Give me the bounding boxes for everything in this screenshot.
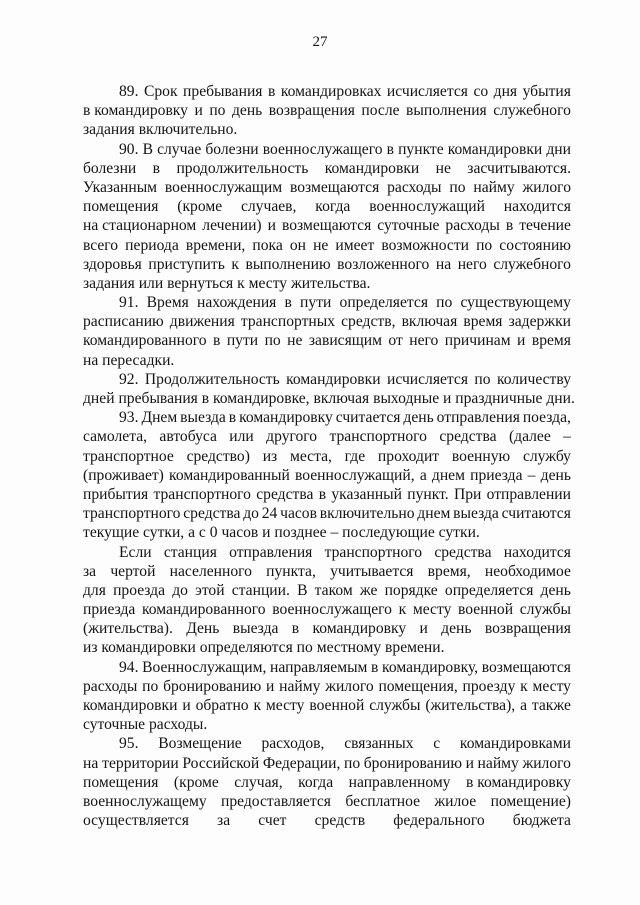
text-line xyxy=(83,696,571,715)
text-word: населенного xyxy=(169,562,252,580)
text-word: случаев, xyxy=(240,198,297,216)
text-word: отправлении xyxy=(486,485,571,503)
text-word: существующему xyxy=(460,294,571,312)
text-line xyxy=(83,619,571,638)
text-word: военнослужащим xyxy=(164,178,283,196)
text-word: выезда xyxy=(232,620,279,638)
text-word: места, xyxy=(289,447,332,465)
text-word: возвращения xyxy=(268,102,355,120)
text-word: день xyxy=(540,581,571,599)
text-word: задания или вернуться к месту жительства. xyxy=(83,274,371,292)
text-word: за xyxy=(217,812,231,830)
text-word: по xyxy=(264,332,281,350)
text-word: средства xyxy=(183,505,241,523)
text-line xyxy=(83,523,571,542)
text-word: а xyxy=(419,466,427,484)
text-word: днем xyxy=(431,466,465,484)
text-word: средство) xyxy=(186,447,250,465)
text-word: бронированию xyxy=(163,677,262,695)
text-word: дни xyxy=(546,140,571,158)
text-word: Время xyxy=(146,294,189,312)
text-word: не xyxy=(435,159,451,177)
text-word: к xyxy=(520,677,528,695)
text-word: определяется xyxy=(339,294,428,312)
text-word: командированного xyxy=(142,601,266,619)
text-word: пребывания xyxy=(183,83,263,100)
text-word: расходов, xyxy=(261,735,325,753)
text-word: учитывается xyxy=(330,562,414,580)
text-word: пункта, xyxy=(266,562,316,580)
text-word: 94. xyxy=(119,658,139,676)
text-line xyxy=(83,293,571,312)
text-word: жилого xyxy=(522,754,571,772)
text-word: него xyxy=(457,255,487,273)
text-word: военнослужащего xyxy=(272,601,392,619)
text-word: командировках xyxy=(280,83,382,100)
text-word: задания включительно. xyxy=(83,121,238,139)
text-word: бесплатное xyxy=(345,792,421,810)
text-word: Продолжительность xyxy=(144,370,280,388)
text-word: время xyxy=(531,332,571,350)
text-word: проходит xyxy=(377,447,440,465)
text-line xyxy=(83,466,571,485)
text-word: всего xyxy=(83,236,119,254)
text-word: на стационарном xyxy=(83,217,197,235)
text-word: командированного xyxy=(83,332,207,350)
text-word: найму xyxy=(473,178,515,196)
text-word: расписанию xyxy=(83,313,164,331)
text-word: военной xyxy=(458,601,514,619)
text-word: (кроме xyxy=(173,773,219,791)
text-word: случае xyxy=(157,140,202,158)
text-word: транспортного xyxy=(329,428,427,446)
text-word: командированный xyxy=(169,466,290,484)
text-word: В xyxy=(297,581,308,599)
text-word: дня xyxy=(493,83,518,100)
text-line xyxy=(83,178,571,197)
text-word: лечении) xyxy=(202,217,262,235)
text-word: таком xyxy=(314,581,353,599)
text-line xyxy=(83,447,571,466)
text-word: бронированию xyxy=(363,754,462,772)
text-word: помещения, xyxy=(378,677,458,695)
text-line xyxy=(83,504,571,523)
text-word: командировку, xyxy=(382,658,479,676)
text-word: расходы xyxy=(445,217,500,235)
text-word: (проживает) xyxy=(83,466,164,484)
text-word: в xyxy=(228,409,237,427)
text-word: со xyxy=(473,83,489,100)
text-word: к xyxy=(253,697,262,714)
text-word: предоставляется xyxy=(221,792,331,810)
text-word: к xyxy=(231,255,239,273)
text-word: включая xyxy=(401,313,458,331)
text-word: службу xyxy=(522,447,571,465)
text-word: станции. xyxy=(231,581,290,599)
text-word: по xyxy=(449,178,466,196)
text-word: после xyxy=(361,102,400,120)
text-word: приезда xyxy=(470,466,523,484)
text-word: к xyxy=(398,601,407,619)
text-word: (кроме xyxy=(177,198,223,216)
text-word: исчисляется xyxy=(386,83,468,100)
text-word: текущие сутки, а с 0 часов и позднее – последующие сутки. xyxy=(83,524,480,542)
text-line xyxy=(83,101,571,120)
text-word: продолжительность xyxy=(176,159,309,177)
text-line xyxy=(83,754,571,773)
text-word: проезда xyxy=(113,581,166,599)
text-line xyxy=(83,677,571,696)
text-word: пока xyxy=(252,236,283,254)
text-word: возмещаются xyxy=(290,178,380,196)
text-word: средства xyxy=(434,543,492,561)
text-word: он xyxy=(289,236,307,254)
text-word: день xyxy=(441,620,472,638)
text-word: командировки xyxy=(447,140,543,158)
text-word: командировки xyxy=(83,697,178,714)
text-word: зависящим xyxy=(308,332,382,350)
text-word: в xyxy=(371,658,379,676)
text-word: до xyxy=(243,505,259,523)
text-word: него xyxy=(409,332,439,350)
text-word: исчисляется xyxy=(386,370,469,388)
text-word: – xyxy=(527,466,536,484)
text-word: за xyxy=(83,562,97,580)
text-word: до xyxy=(172,581,188,599)
text-word: связанных xyxy=(344,735,414,753)
text-line xyxy=(83,120,571,139)
text-word: помещение) xyxy=(490,792,571,810)
text-word: задержки xyxy=(508,313,571,331)
text-word: расходы xyxy=(387,178,442,196)
text-word: транспортное xyxy=(83,447,174,465)
text-line xyxy=(83,543,571,562)
text-word: 92. xyxy=(119,370,139,388)
text-line xyxy=(83,427,571,446)
text-word: засчитываются. xyxy=(467,159,571,177)
text-word: где xyxy=(344,447,366,465)
text-word: приезда xyxy=(83,601,136,619)
text-word: движения xyxy=(169,313,235,331)
text-word: по xyxy=(476,236,493,254)
text-word: по xyxy=(142,677,159,695)
text-word: (жительства). xyxy=(83,620,173,638)
text-word: станция xyxy=(163,543,217,561)
text-word: на территории xyxy=(83,754,179,772)
text-word: военнослужащий xyxy=(369,198,485,216)
text-word: помещения xyxy=(83,198,159,216)
text-word: 91. xyxy=(119,294,139,312)
text-word: помещения xyxy=(83,773,159,791)
text-word: транспортного xyxy=(324,543,423,561)
text-word: При xyxy=(453,485,482,503)
text-word: Днем xyxy=(141,409,178,427)
text-word: пункте xyxy=(398,140,444,158)
text-word: количеству xyxy=(496,370,571,388)
text-word: же xyxy=(359,581,378,599)
text-word: причинам xyxy=(444,332,511,350)
text-word: службы xyxy=(519,601,571,619)
text-word: убытия xyxy=(522,83,571,100)
text-word: 89. xyxy=(119,83,139,100)
text-line xyxy=(83,159,571,178)
text-word: средства xyxy=(256,485,314,503)
text-word: день xyxy=(403,409,434,427)
text-word: – xyxy=(563,428,571,446)
text-word: командировками xyxy=(459,735,571,753)
text-word: времени, xyxy=(185,236,246,254)
text-line xyxy=(83,312,571,331)
text-word: выезда xyxy=(453,505,499,523)
text-word: выезда xyxy=(180,409,226,427)
text-word: по xyxy=(343,754,361,772)
text-word: определяется xyxy=(444,581,534,599)
text-word: в xyxy=(505,217,514,235)
text-word: необходимое xyxy=(484,562,571,580)
text-word: чертой xyxy=(110,562,156,580)
page-number: 27 xyxy=(312,34,328,50)
text-word: 24 xyxy=(261,505,278,523)
text-word: направляемым xyxy=(270,658,368,676)
text-word: для xyxy=(83,581,106,599)
text-word: пути xyxy=(300,294,332,312)
text-word: счет xyxy=(258,812,287,830)
text-line xyxy=(83,236,571,255)
text-word: Возмещение xyxy=(158,735,242,753)
text-word: средства xyxy=(439,428,497,446)
text-word: когда xyxy=(298,773,334,791)
text-word: течение xyxy=(519,217,571,235)
text-line xyxy=(83,389,575,408)
text-word: выполнению xyxy=(245,255,331,273)
text-word: Срок xyxy=(143,83,178,100)
text-word: в xyxy=(284,294,292,312)
text-word: месту xyxy=(532,677,571,695)
text-word: с xyxy=(433,735,441,753)
text-line xyxy=(83,255,571,274)
text-word: командировки xyxy=(324,159,420,177)
text-word: в xyxy=(318,485,327,503)
text-word: возложенного xyxy=(337,255,430,273)
text-word: командировку xyxy=(312,620,407,638)
text-word: порядке xyxy=(384,581,438,599)
text-word: месту xyxy=(265,697,305,714)
text-word: по xyxy=(474,370,491,388)
text-line xyxy=(83,581,571,600)
text-word: военнослужащего xyxy=(262,140,383,158)
text-word: направленному xyxy=(348,773,451,791)
text-word: пути xyxy=(226,332,259,350)
text-word: транспортных xyxy=(240,313,336,331)
text-word: военнослужащему xyxy=(83,792,207,810)
text-word: в xyxy=(386,140,394,158)
text-word: по xyxy=(209,102,226,120)
text-word: здоровья xyxy=(83,255,142,273)
text-line xyxy=(83,408,571,427)
text-word: на xyxy=(435,255,452,273)
text-word: периода xyxy=(125,236,179,254)
text-word: жилое xyxy=(434,792,477,810)
text-word: в xyxy=(267,83,276,100)
text-word: также xyxy=(531,697,571,714)
text-word: возмещаются xyxy=(282,217,372,235)
text-line xyxy=(83,811,571,830)
text-word: на пересадки. xyxy=(83,351,175,369)
text-word: командировки xyxy=(286,370,381,388)
text-word: приступить xyxy=(148,255,225,273)
text-line xyxy=(83,638,571,657)
text-word: транспортного xyxy=(153,485,251,503)
text-line xyxy=(83,351,571,370)
text-word: от xyxy=(388,332,403,350)
text-word: не xyxy=(287,332,303,350)
text-line xyxy=(83,658,571,677)
text-word: 95. xyxy=(119,735,139,753)
text-word: федерального xyxy=(393,812,485,830)
text-word: болезни xyxy=(205,140,259,158)
text-word: жилого xyxy=(325,677,374,695)
text-line xyxy=(83,370,571,389)
text-word: время, xyxy=(427,562,471,580)
text-word: Указанным xyxy=(83,178,158,196)
text-word: возвращения xyxy=(484,620,571,638)
text-word: военную xyxy=(451,447,511,465)
text-word: военнослужащий, xyxy=(295,466,415,484)
text-word: командировку xyxy=(239,409,333,427)
text-word: военной xyxy=(309,697,365,714)
text-line xyxy=(83,734,571,753)
text-word: суточные xyxy=(377,217,440,235)
text-word: средств, xyxy=(341,313,396,331)
text-word: Если xyxy=(119,543,152,561)
text-word: проезду xyxy=(462,677,516,695)
text-word: из командировки определяются по местному времени. xyxy=(83,639,445,657)
text-word: суточные расходы. xyxy=(83,716,208,734)
text-word: (далее xyxy=(508,428,551,446)
text-word: прибытия xyxy=(83,485,149,503)
text-line xyxy=(83,485,571,504)
text-word: в командировку xyxy=(465,773,571,791)
text-word: День xyxy=(186,620,220,638)
text-word: не xyxy=(313,236,329,254)
text-word: или xyxy=(229,428,254,446)
text-word: найму xyxy=(279,677,321,695)
text-word: службы xyxy=(369,697,421,714)
text-word: средств xyxy=(314,812,366,830)
text-word: Российской xyxy=(182,754,260,772)
text-word: включительно xyxy=(319,505,415,523)
text-word: и xyxy=(182,697,191,714)
text-word: возмещаются xyxy=(481,658,571,676)
text-line xyxy=(83,331,571,350)
text-word: день xyxy=(231,102,263,120)
text-word: транспортного xyxy=(83,505,181,523)
text-line xyxy=(83,82,571,101)
text-word: состоянию xyxy=(499,236,571,254)
text-line xyxy=(83,197,571,216)
text-word: день xyxy=(540,466,571,484)
text-word: и xyxy=(267,217,276,235)
text-word: в xyxy=(213,332,221,350)
text-word: и xyxy=(419,620,428,638)
text-word: и xyxy=(465,754,474,772)
text-line xyxy=(83,792,571,811)
text-word: обратно xyxy=(195,697,249,714)
text-word: и xyxy=(266,677,275,695)
text-word: жилого xyxy=(522,178,571,196)
text-word: указанный xyxy=(331,485,402,503)
text-word: время xyxy=(463,313,503,331)
text-word: по xyxy=(436,294,453,312)
text-word: поезда, xyxy=(522,409,571,427)
text-word: случая, xyxy=(234,773,283,791)
text-word: в xyxy=(152,159,161,177)
text-word: считается xyxy=(335,409,401,427)
text-word: 93. xyxy=(119,409,139,427)
text-word: отправления xyxy=(229,543,313,561)
text-word: другого xyxy=(266,428,318,446)
text-word: выполнения xyxy=(406,102,487,120)
text-word: днем xyxy=(417,505,451,523)
text-word: найму xyxy=(477,754,519,772)
text-word: из xyxy=(262,447,278,465)
text-word: самолета, xyxy=(83,428,148,446)
document-body xyxy=(83,82,575,830)
text-word: осуществляется xyxy=(83,812,189,830)
text-word: в xyxy=(291,620,300,638)
text-word: этой xyxy=(195,581,225,599)
text-word: дней пребывания в командировке, включая выходные и праздничные дни. xyxy=(83,390,575,407)
text-line xyxy=(83,773,571,792)
text-word: пункт. xyxy=(407,485,449,503)
text-word: когда xyxy=(315,198,351,216)
text-word: автобуса xyxy=(159,428,217,446)
text-word: и xyxy=(517,332,526,350)
text-word: болезни xyxy=(83,159,137,177)
text-word: Федерации, xyxy=(262,754,341,772)
text-line xyxy=(83,600,571,619)
text-word: месту xyxy=(412,601,452,619)
text-word: в командировку xyxy=(83,102,188,120)
text-word: отправления xyxy=(436,409,520,427)
text-word: имеет xyxy=(335,236,375,254)
text-line xyxy=(83,715,571,734)
text-word: (жительства), xyxy=(425,697,516,714)
text-line xyxy=(83,562,571,581)
text-word: Военнослужащим, xyxy=(142,658,267,676)
text-word: нахождения xyxy=(196,294,277,312)
text-word: В xyxy=(142,140,153,158)
text-word: возможности xyxy=(381,236,470,254)
text-word: часов xyxy=(280,505,317,523)
text-line xyxy=(83,216,571,235)
text-word: бюджета xyxy=(512,812,571,830)
text-word: находится xyxy=(503,198,571,216)
text-line xyxy=(83,140,571,159)
text-line xyxy=(83,274,571,293)
text-word: находится xyxy=(503,543,571,561)
text-word: и xyxy=(194,102,203,120)
text-word: служебного xyxy=(493,255,571,273)
text-word: расходы xyxy=(83,677,138,695)
text-word: 90. xyxy=(119,140,139,158)
text-word: а xyxy=(520,697,527,714)
text-word: считаются xyxy=(501,505,571,523)
text-word: служебного xyxy=(493,102,571,120)
